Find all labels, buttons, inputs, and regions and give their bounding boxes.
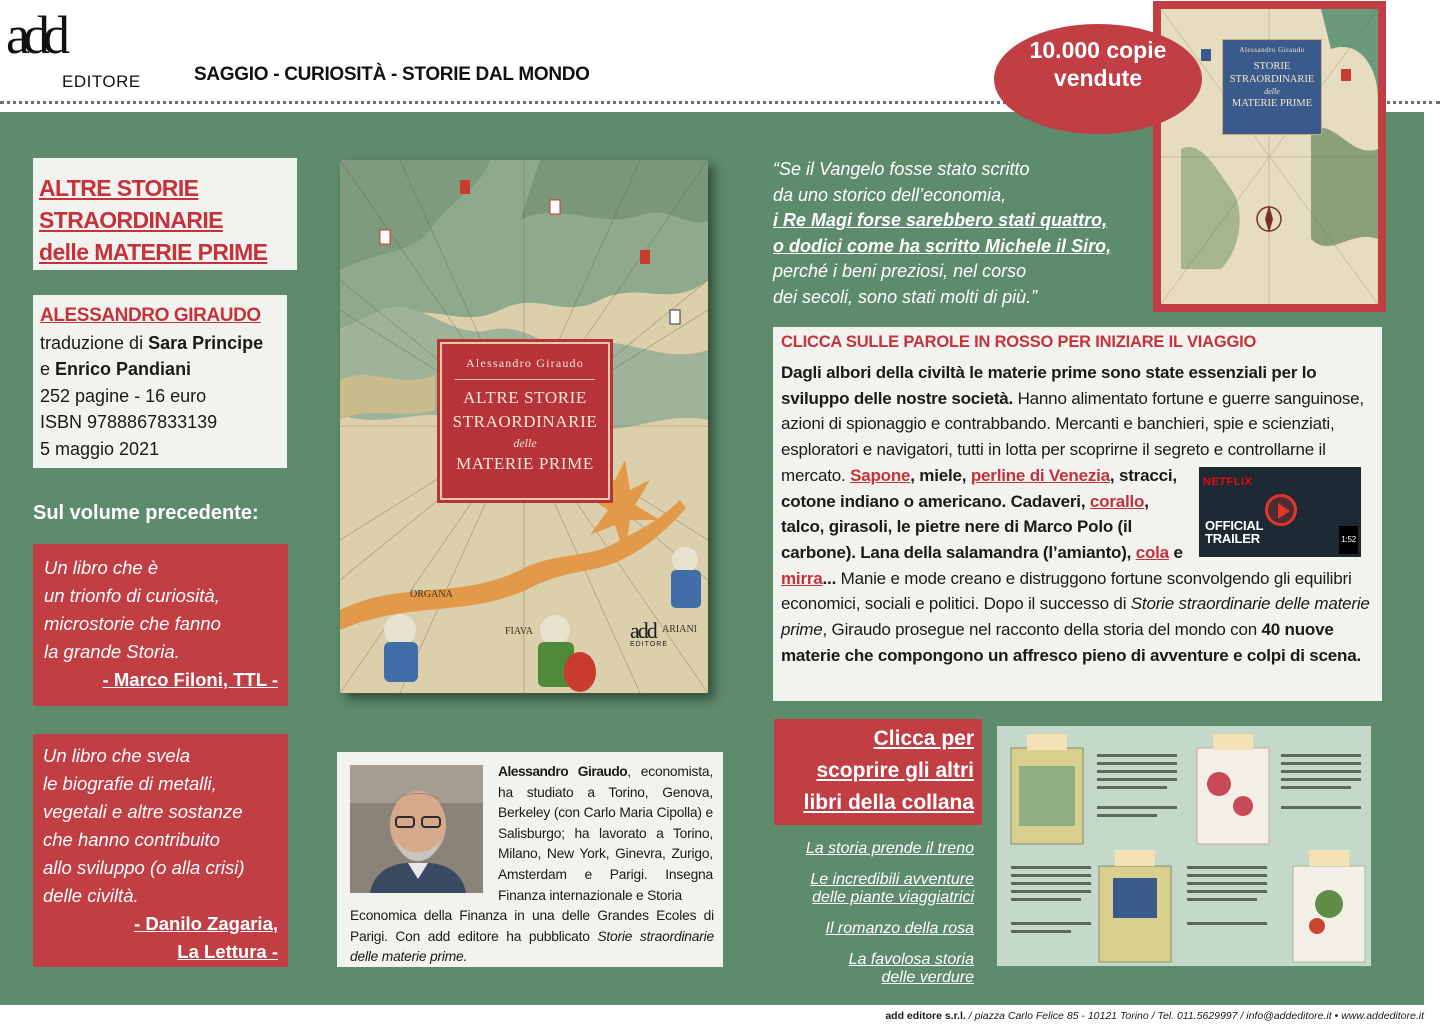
quote-line: un trionfo di curiosità,: [44, 585, 220, 606]
quote-line: microstorie che fanno: [44, 613, 221, 634]
quote-line: Un libro che svela: [43, 745, 191, 766]
quote-line: Un libro che è: [44, 557, 159, 578]
review-quote-1: [33, 544, 288, 706]
trailer-video[interactable]: [1199, 467, 1361, 557]
quote-line: la grande Storia.: [44, 641, 180, 662]
author-bio-name: Alessandro Giraudo: [498, 764, 628, 779]
description-lead: Dagli albori della civiltà le materie prime sono state essenziali per lo sviluppo delle nostre società.: [781, 363, 1317, 408]
previous-book-title-3: MATERIE PRIME: [1231, 98, 1313, 109]
quote-line: delle civiltà.: [43, 885, 139, 906]
logo-text: EDITORE: [62, 72, 141, 91]
cover-author: Alessandro Giraudo: [466, 356, 584, 370]
badge-line-1: 10.000 copie: [1029, 37, 1167, 63]
epigraph-line: dei secoli, sono stati molti di più.”: [773, 286, 1038, 307]
epigraph-line: “Se il Vangelo fosse stato scritto: [773, 159, 1030, 179]
link-mirra[interactable]: mirra: [781, 568, 823, 588]
series-link-box[interactable]: [774, 719, 982, 825]
link-storia-treno[interactable]: La storia prende il treno: [805, 840, 974, 857]
quote-author-link[interactable]: - Danilo Zagaria,: [134, 913, 278, 934]
cover-title-2: STRAORDINARIE: [452, 412, 598, 431]
previous-book-title-2: STRAORDINARIE: [1229, 74, 1315, 85]
svg-text:FIAVA: FIAVA: [505, 626, 533, 637]
description-body: [781, 360, 1374, 668]
description-bold: , stracci, cotone indiano o americano. Cadaveri,: [781, 465, 1177, 511]
svg-text:ARIANI: ARIANI: [662, 624, 697, 635]
link-storia-verdure-1[interactable]: La favolosa storia: [848, 951, 974, 968]
link-sapone[interactable]: Sapone: [850, 465, 911, 485]
book-cover: [340, 160, 708, 693]
cover-publisher-logo: [630, 618, 668, 648]
svg-text:ORGANA: ORGANA: [410, 589, 453, 600]
description-text-3: , Giraudo prosegue nel racconto della storia del mondo con: [822, 620, 1262, 640]
cover-title-plate: [440, 342, 610, 500]
description-bold: e: [1168, 542, 1183, 562]
quote-author-link-2[interactable]: La Lettura -: [177, 941, 278, 962]
logo-mark: add: [6, 5, 63, 65]
cover-title-1: ALTRE STORIE: [463, 388, 587, 407]
translation-prefix: traduzione di: [40, 332, 144, 353]
description-closing: 40 nuove materie che compongono un affresco pieno di avventure e colpi di scena.: [781, 620, 1361, 665]
series-link-line[interactable]: scoprire gli altri: [816, 759, 974, 782]
translation-line: [40, 330, 287, 357]
publish-date: 5 maggio 2021: [40, 438, 160, 459]
link-piante-viaggiatrici-1[interactable]: Le incredibili avventure: [810, 871, 974, 888]
trailer-label: [1205, 519, 1263, 545]
author-bio-box: [337, 752, 723, 967]
previous-book-title-plate: [1222, 39, 1322, 135]
isbn: ISBN 9788867833139: [40, 412, 218, 432]
quote-line: vegetali e altre sostanze: [43, 801, 243, 822]
description-text-1: Hanno alimentato fortune e guerre sanguinose, azioni di spionaggio e contrabbando. Mercanti e banchieri, spie e scienziati, esploratori e navigatori, tutti in lotta per scoprirne il segreto e controllarne il mercato.: [781, 388, 1364, 485]
footer-company: add editore s.r.l.: [885, 1010, 966, 1022]
book-info-box: [33, 295, 287, 468]
description-text-2: Manie e mode creano e distruggono fortune sconvolgendo gli equilibri economici, sociali e politici. Dopo il successo di: [781, 568, 1352, 614]
link-corallo[interactable]: corallo: [1089, 491, 1145, 511]
series-link-line[interactable]: Clicca per: [873, 727, 974, 750]
translation-join: e: [40, 359, 51, 379]
epigraph-quote: [773, 157, 1173, 311]
author-photo: [350, 765, 483, 893]
author-bio-text: [498, 762, 713, 906]
link-perline-di-venezia[interactable]: perline di Venezia: [970, 465, 1110, 485]
description-bold: , talco, girasoli, le pietre nere di Marco Polo (il carbone). Lana della salamandra (l’amianto),: [781, 491, 1149, 562]
book-title-line-1[interactable]: ALTRE STORIE: [39, 175, 199, 201]
previous-book-title-1: STORIE: [1253, 61, 1291, 72]
trailer-label-1: OFFICIAL: [1205, 517, 1264, 533]
cover-divider: [455, 379, 595, 380]
author-bio-text-bottom: [350, 906, 714, 968]
quote-author-link[interactable]: - Marco Filoni, TTL -: [102, 669, 278, 690]
trailer-label-2: TRAILER: [1205, 530, 1260, 546]
description-book-title: Storie straordinarie delle materie prime: [781, 594, 1370, 640]
series-book-links: [774, 840, 974, 995]
footer: [0, 1010, 1424, 1022]
author-link[interactable]: ALESSANDRO GIRAUDO: [40, 305, 261, 326]
cover-delle: delle: [513, 436, 537, 450]
link-storia-verdure-2[interactable]: delle verdure: [881, 969, 974, 986]
epigraph-line: da uno storico dell’economia,: [773, 184, 1007, 205]
description-bold: , miele,: [910, 465, 971, 485]
cover-logo-sub: EDITORE: [630, 641, 668, 648]
play-icon[interactable]: [1265, 494, 1297, 526]
epigraph-line-highlight: i Re Magi forse sarebbero stati quattro,: [773, 210, 1108, 231]
cover-logo-mark: add: [630, 618, 656, 643]
link-cola[interactable]: cola: [1135, 542, 1169, 562]
description-box: [773, 327, 1382, 701]
quote-line: che hanno contribuito: [43, 829, 220, 850]
description-bold: ...: [822, 568, 837, 588]
previous-book-author: Alessandro Giraudo: [1239, 46, 1305, 54]
description-heading: CLICCA SULLE PAROLE IN ROSSO PER INIZIARE IL VIAGGIO: [781, 333, 1257, 351]
quote-line: allo sviluppo (o alla crisi): [43, 857, 245, 878]
series-link-line[interactable]: libri della collana: [803, 791, 974, 814]
sales-badge: [994, 24, 1202, 134]
trailer-duration: 1:52: [1339, 526, 1358, 554]
author-bio-text-1: , economista, ha studiato a Torino, Genova, Berkeley (con Carlo Maria Cipolla) e Salisburgo; ha lavorato a Torino, Milano, New York, Ginevra, Zurigo, Amsterdam e Parigi. Insegna Finanza internazionale e Storia: [498, 764, 713, 903]
author-bio-book-title: Storie straordinarie delle materie prime.: [350, 928, 714, 965]
epigraph-line-highlight: o dodici come ha scritto Michele il Siro,: [773, 235, 1112, 256]
netflix-logo: NETFLIX: [1203, 475, 1253, 488]
review-quote-2: [33, 734, 288, 967]
translator-2: Enrico Pandiani: [55, 359, 192, 379]
publisher-logo: [6, 5, 156, 91]
series-preview-image[interactable]: [997, 726, 1371, 966]
book-title-box: [33, 158, 297, 270]
translator-1: Sara Principe: [148, 332, 264, 353]
previous-volume-heading: Sul volume precedente:: [33, 502, 259, 524]
epigraph-line: perché i beni preziosi, nel corso: [773, 261, 1027, 282]
footer-contacts[interactable]: / piazza Carlo Felice 85 - 10121 Torino / Tel. 011.5629997 / info@addeditore.it • www.addeditore.it: [965, 1010, 1424, 1022]
badge-line-2: vendute: [1053, 65, 1143, 91]
previous-book-delle: delle: [1264, 87, 1280, 96]
quote-line: le biografie di metalli,: [43, 773, 217, 794]
cover-title-3: MATERIE PRIME: [456, 454, 594, 473]
link-piante-viaggiatrici-2[interactable]: delle piante viaggiatrici: [812, 889, 974, 906]
pages-price: 252 pagine - 16 euro: [40, 385, 207, 406]
book-title-line-2[interactable]: STRAORDINARIE: [39, 207, 223, 233]
series-title: SAGGIO - CURIOSITÀ - STORIE DAL MONDO: [194, 64, 590, 85]
link-romanzo-rosa[interactable]: Il romanzo della rosa: [825, 920, 974, 937]
author-bio-text-2: Economica della Finanza in una delle Grandes Ecoles di Parigi. Con add editore ha pubblicato: [350, 908, 714, 944]
book-title-line-3[interactable]: delle MATERIE PRIME: [39, 239, 268, 265]
translation-line-2: [40, 356, 287, 383]
